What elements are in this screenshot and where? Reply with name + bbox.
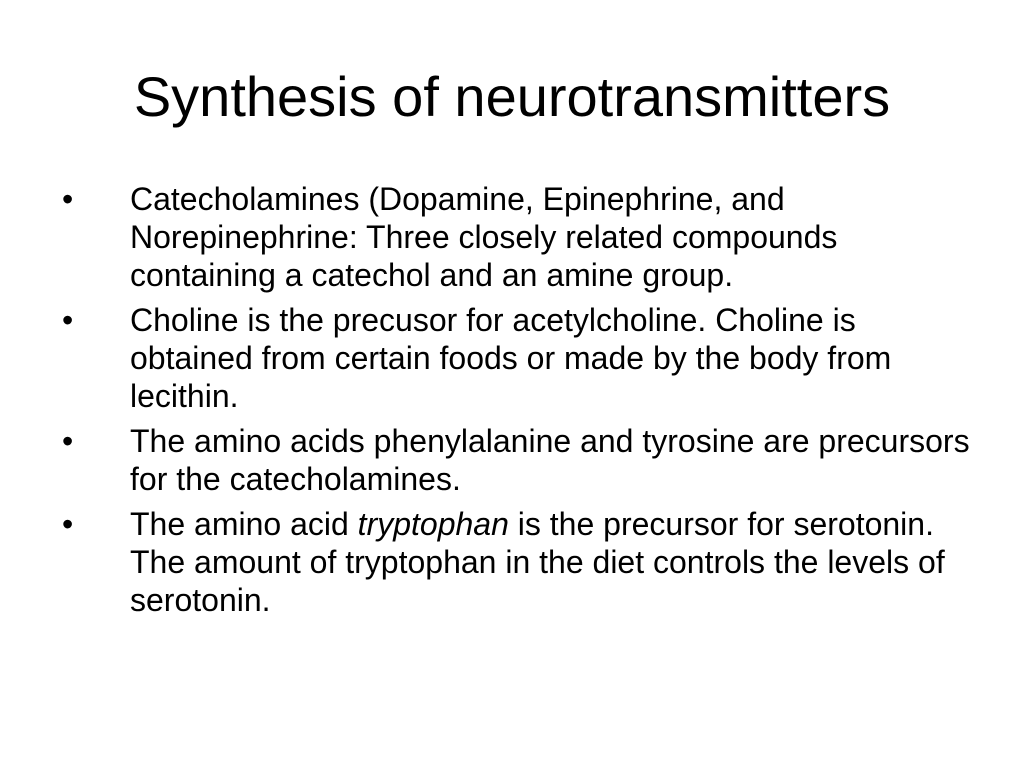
bullet-item-choline <box>60 301 970 415</box>
bullet-item-tryptophan <box>60 505 970 619</box>
bullet-text-after: is the precursor for serotonin. The amount of tryptophan in the diet controls the levels of serotonin. <box>130 506 945 618</box>
bullet-icon: • <box>62 423 74 459</box>
bullet-text: Catecholamines (Dopamine, Epinephrine, and Norepinephrine: Three closely related compounds containing a catechol and an amine group. <box>130 181 838 293</box>
bullet-list <box>60 180 970 626</box>
bullet-text-before: The amino acid <box>130 506 358 542</box>
bullet-item-amino-acids <box>60 422 970 498</box>
bullet-icon: • <box>62 181 74 217</box>
bullet-text: Choline is the precusor for acetylcholine. Choline is obtained from certain foods or made by the body from lecithin. <box>130 302 892 414</box>
bullet-icon: • <box>62 506 74 542</box>
slide-title: Synthesis of neurotransmitters <box>133 65 891 128</box>
bullet-text: The amino acids phenylalanine and tyrosine are precursors for the catecholamines. <box>130 423 970 497</box>
bullet-item-catecholamines <box>60 180 970 294</box>
bullet-text <box>130 506 945 618</box>
bullet-text-italic: tryptophan <box>357 506 509 542</box>
bullet-icon: • <box>62 302 74 338</box>
